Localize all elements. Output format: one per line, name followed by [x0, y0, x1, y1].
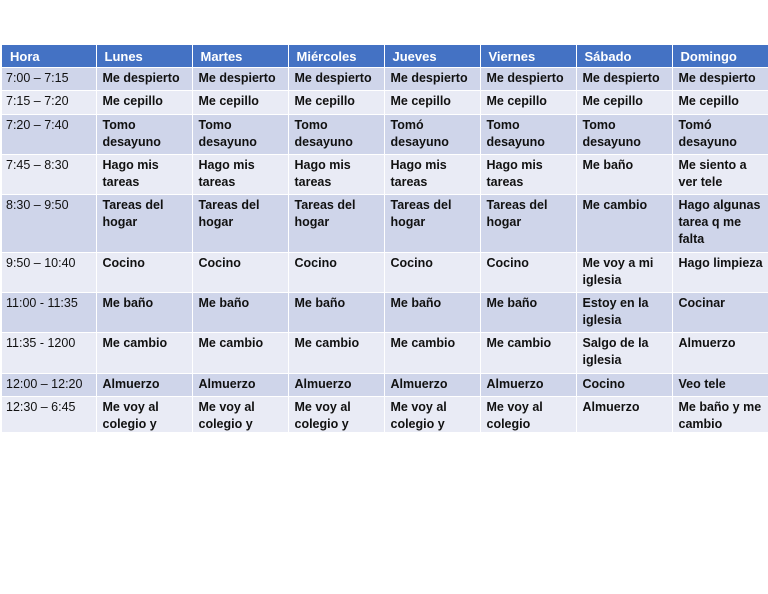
activity-cell: Me voy al colegio y	[288, 397, 384, 433]
activity-cell: Me baño	[96, 293, 192, 333]
activity-cell: Tomo desayuno	[192, 115, 288, 155]
schedule-table	[2, 45, 768, 432]
table-row	[2, 253, 768, 293]
activity-cell: Me cepillo	[480, 91, 576, 115]
activity-cell: Me despierto	[288, 68, 384, 91]
activity-cell: Tomo desayuno	[288, 115, 384, 155]
activity-cell: Me voy al colegio y	[192, 397, 288, 433]
activity-cell: Tareas del hogar	[384, 195, 480, 253]
header-viernes: Viernes	[480, 45, 576, 68]
activity-cell: Me cepillo	[288, 91, 384, 115]
activity-cell: Me despierto	[480, 68, 576, 91]
activity-cell: Cocinar	[672, 293, 768, 333]
activity-cell: Me siento a ver tele	[672, 155, 768, 195]
table-row	[2, 195, 768, 253]
activity-cell: Tareas del hogar	[480, 195, 576, 253]
activity-cell: Me baño	[480, 293, 576, 333]
activity-cell: Tomó desayuno	[672, 115, 768, 155]
time-cell: 9:50 – 10:40	[2, 253, 96, 293]
activity-cell: Cocino	[192, 253, 288, 293]
table-row	[2, 333, 768, 374]
activity-cell: Me cepillo	[576, 91, 672, 115]
activity-cell: Me cepillo	[384, 91, 480, 115]
activity-cell: Me cepillo	[96, 91, 192, 115]
time-cell: 7:20 – 7:40	[2, 115, 96, 155]
activity-cell: Me cambio	[576, 195, 672, 253]
activity-cell: Me baño	[384, 293, 480, 333]
activity-cell: Veo tele	[672, 374, 768, 397]
table-row	[2, 68, 768, 91]
activity-cell: Tomo desayuno	[576, 115, 672, 155]
activity-cell: Me cepillo	[192, 91, 288, 115]
activity-cell: Almuerzo	[480, 374, 576, 397]
activity-cell: Me baño	[576, 155, 672, 195]
header-hora: Hora	[2, 45, 96, 68]
activity-cell: Cocino	[480, 253, 576, 293]
activity-cell: Cocino	[384, 253, 480, 293]
activity-cell: Me baño	[288, 293, 384, 333]
table-row	[2, 91, 768, 115]
table-row	[2, 374, 768, 397]
activity-cell: Salgo de la iglesia	[576, 333, 672, 374]
table-row	[2, 115, 768, 155]
header-row	[2, 45, 768, 68]
activity-cell: Me despierto	[192, 68, 288, 91]
activity-cell: Tareas del hogar	[288, 195, 384, 253]
activity-cell: Almuerzo	[384, 374, 480, 397]
time-cell: 11:35 - 1200	[2, 333, 96, 374]
activity-cell: Tomó desayuno	[384, 115, 480, 155]
activity-cell: Almuerzo	[672, 333, 768, 374]
header-jueves: Jueves	[384, 45, 480, 68]
time-cell: 7:45 – 8:30	[2, 155, 96, 195]
activity-cell: Me voy a mi iglesia	[576, 253, 672, 293]
activity-cell: Hago mis tareas	[384, 155, 480, 195]
activity-cell: Tomo desayuno	[480, 115, 576, 155]
activity-cell: Me voy al colegio	[480, 397, 576, 433]
activity-cell: Hago mis tareas	[480, 155, 576, 195]
table-row	[2, 155, 768, 195]
header-sabado: Sábado	[576, 45, 672, 68]
table-row	[2, 293, 768, 333]
time-cell: 12:30 – 6:45	[2, 397, 96, 433]
activity-cell: Hago mis tareas	[192, 155, 288, 195]
activity-cell: Cocino	[576, 374, 672, 397]
activity-cell: Hago mis tareas	[96, 155, 192, 195]
activity-cell: Me despierto	[672, 68, 768, 91]
activity-cell: Estoy en la iglesia	[576, 293, 672, 333]
activity-cell: Cocino	[96, 253, 192, 293]
activity-cell: Hago limpieza	[672, 253, 768, 293]
activity-cell: Me despierto	[576, 68, 672, 91]
time-cell: 8:30 – 9:50	[2, 195, 96, 253]
activity-cell: Me despierto	[96, 68, 192, 91]
activity-cell: Me despierto	[384, 68, 480, 91]
activity-cell: Almuerzo	[96, 374, 192, 397]
time-cell: 7:15 – 7:20	[2, 91, 96, 115]
activity-cell: Almuerzo	[192, 374, 288, 397]
activity-cell: Me baño y me cambio	[672, 397, 768, 433]
activity-cell: Hago mis tareas	[288, 155, 384, 195]
header-martes: Martes	[192, 45, 288, 68]
activity-cell: Almuerzo	[288, 374, 384, 397]
activity-cell: Tareas del hogar	[192, 195, 288, 253]
time-cell: 12:00 – 12:20	[2, 374, 96, 397]
activity-cell: Cocino	[288, 253, 384, 293]
header-domingo: Domingo	[672, 45, 768, 68]
activity-cell: Me cambio	[96, 333, 192, 374]
activity-cell: Me voy al colegio y	[384, 397, 480, 433]
activity-cell: Tomo desayuno	[96, 115, 192, 155]
activity-cell: Almuerzo	[576, 397, 672, 433]
activity-cell: Me cambio	[192, 333, 288, 374]
activity-cell: Me cepillo	[672, 91, 768, 115]
header-lunes: Lunes	[96, 45, 192, 68]
activity-cell: Hago algunas tarea q me falta	[672, 195, 768, 253]
activity-cell: Me cambio	[480, 333, 576, 374]
activity-cell: Me cambio	[384, 333, 480, 374]
activity-cell: Tareas del hogar	[96, 195, 192, 253]
time-cell: 7:00 – 7:15	[2, 68, 96, 91]
activity-cell: Me cambio	[288, 333, 384, 374]
time-cell: 11:00 - 11:35	[2, 293, 96, 333]
activity-cell: Me voy al colegio y	[96, 397, 192, 433]
header-miercoles: Miércoles	[288, 45, 384, 68]
table-row	[2, 397, 768, 433]
activity-cell: Me baño	[192, 293, 288, 333]
